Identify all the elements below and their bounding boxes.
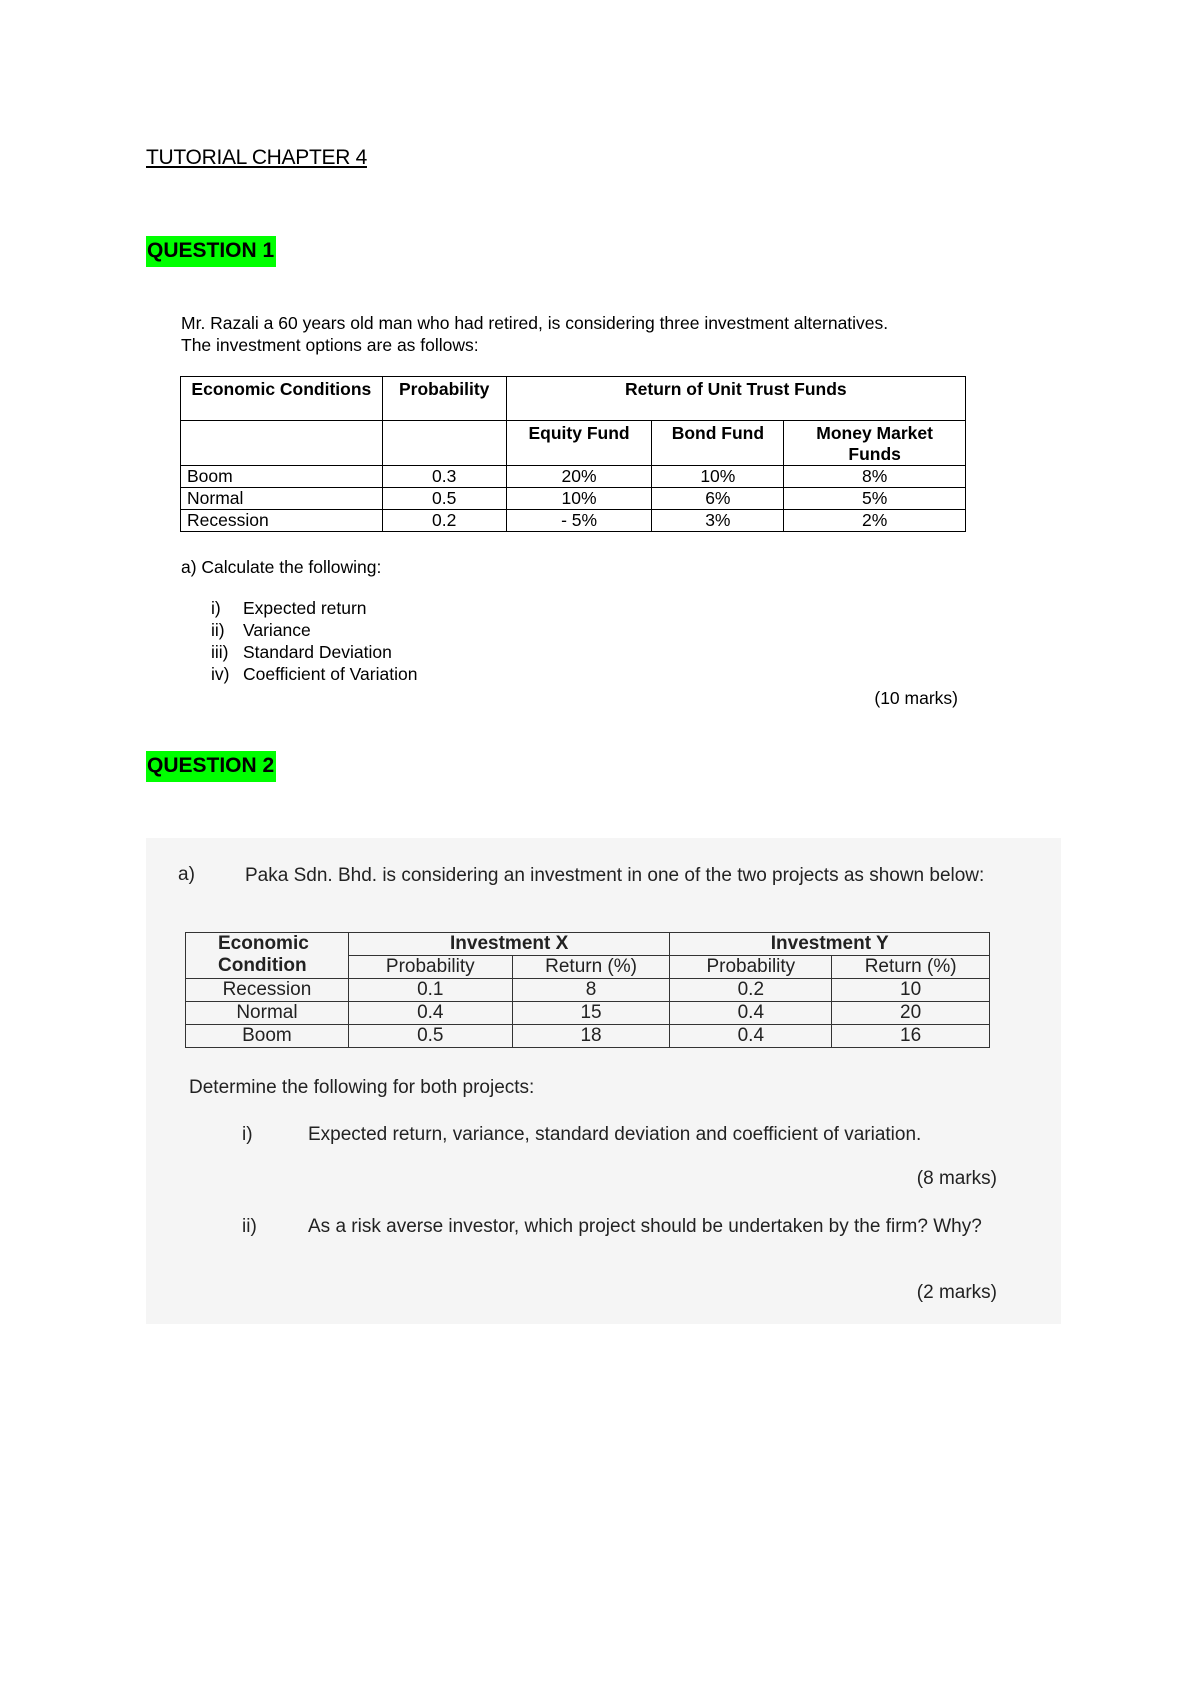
q2-header-condition: Economic Condition bbox=[186, 933, 349, 979]
q2-cell-y-probability: 0.4 bbox=[670, 1002, 832, 1025]
q2-header-y-return: Return (%) bbox=[832, 956, 990, 979]
q1-cell-probability: 0.2 bbox=[382, 510, 506, 532]
q2-header-x-return: Return (%) bbox=[512, 956, 670, 979]
q1-header-money-market: Money Market Funds bbox=[784, 421, 966, 466]
question-2-item-2 bbox=[242, 1215, 997, 1239]
q1-cell-probability: 0.3 bbox=[382, 466, 506, 488]
q1-cell-equity: 20% bbox=[506, 466, 652, 488]
q1-header-condition: Economic Conditions bbox=[181, 377, 383, 421]
item-number: i) bbox=[242, 1124, 253, 1145]
q2-cell-y-probability: 0.2 bbox=[670, 979, 832, 1002]
q2-cell-y-return: 20 bbox=[832, 1002, 990, 1025]
q2-header-y-probability: Probability bbox=[670, 956, 832, 979]
q2-cell-condition: Normal bbox=[186, 1002, 349, 1025]
page-title: TUTORIAL CHAPTER 4 bbox=[146, 146, 367, 169]
item-number: ii) bbox=[211, 620, 225, 640]
q1-header-bond: Bond Fund bbox=[652, 421, 784, 466]
question-2-item-1-marks: (8 marks) bbox=[916, 1168, 997, 1189]
q1-header-return-group: Return of Unit Trust Funds bbox=[506, 377, 965, 421]
q2-header-investment-y: Investment Y bbox=[670, 933, 990, 956]
list-item bbox=[211, 597, 417, 619]
q1-cell-bond: 10% bbox=[652, 466, 784, 488]
q1-header-probability: Probability bbox=[382, 377, 506, 421]
item-number: iv) bbox=[211, 664, 230, 684]
table-row bbox=[181, 466, 966, 488]
q1-cell-condition: Boom bbox=[181, 466, 383, 488]
question-1-intro-line-1: Mr. Razali a 60 years old man who had retired, is considering three investment alternatives. bbox=[181, 313, 889, 333]
q1-cell-money: 5% bbox=[784, 488, 966, 510]
q1-cell-money: 8% bbox=[784, 466, 966, 488]
item-text: As a risk averse investor, which project should be undertaken by the firm? Why? bbox=[308, 1216, 982, 1237]
q2-cell-x-probability: 0.1 bbox=[348, 979, 512, 1002]
q1-header-equity: Equity Fund bbox=[506, 421, 652, 466]
item-text: Coefficient of Variation bbox=[243, 664, 418, 684]
q1-cell-money: 2% bbox=[784, 510, 966, 532]
q2-cell-x-return: 8 bbox=[512, 979, 670, 1002]
question-2-intro: Paka Sdn. Bhd. is considering an investment in one of the two projects as shown below: bbox=[245, 865, 985, 886]
question-1-table bbox=[180, 376, 966, 532]
q2-cell-condition: Recession bbox=[186, 979, 349, 1002]
item-text: Expected return, variance, standard deviation and coefficient of variation. bbox=[308, 1124, 922, 1145]
question-1-marks: (10 marks) bbox=[874, 688, 958, 708]
q1-header-empty bbox=[382, 421, 506, 466]
question-2-table bbox=[185, 932, 990, 1048]
q2-header-investment-x: Investment X bbox=[348, 933, 670, 956]
question-1-item-list bbox=[211, 597, 417, 685]
q1-cell-equity: 10% bbox=[506, 488, 652, 510]
question-2-item-2-marks: (2 marks) bbox=[916, 1282, 997, 1303]
q2-cell-x-return: 15 bbox=[512, 1002, 670, 1025]
item-number: ii) bbox=[242, 1216, 257, 1237]
q2-cell-x-probability: 0.4 bbox=[348, 1002, 512, 1025]
q1-cell-equity: - 5% bbox=[506, 510, 652, 532]
table-row bbox=[186, 1025, 990, 1048]
list-item bbox=[211, 619, 417, 641]
q2-cell-x-return: 18 bbox=[512, 1025, 670, 1048]
q1-cell-probability: 0.5 bbox=[382, 488, 506, 510]
q2-cell-condition: Boom bbox=[186, 1025, 349, 1048]
list-item bbox=[211, 663, 417, 685]
q1-cell-condition: Recession bbox=[181, 510, 383, 532]
question-1-intro bbox=[181, 312, 981, 356]
item-text: Variance bbox=[243, 620, 311, 640]
question-2-heading: QUESTION 2 bbox=[146, 751, 276, 782]
table-row bbox=[181, 510, 966, 532]
item-text: Expected return bbox=[243, 598, 367, 618]
q1-cell-condition: Normal bbox=[181, 488, 383, 510]
q1-cell-bond: 3% bbox=[652, 510, 784, 532]
q1-header-empty bbox=[181, 421, 383, 466]
table-row bbox=[186, 1002, 990, 1025]
question-1-heading: QUESTION 1 bbox=[146, 236, 276, 267]
q1-cell-bond: 6% bbox=[652, 488, 784, 510]
q2-cell-y-return: 10 bbox=[832, 979, 990, 1002]
question-1-part-a: a) Calculate the following: bbox=[181, 557, 382, 577]
question-1-intro-line-2: The investment options are as follows: bbox=[181, 335, 479, 355]
q2-cell-x-probability: 0.5 bbox=[348, 1025, 512, 1048]
item-number: iii) bbox=[211, 642, 229, 662]
list-item bbox=[211, 641, 417, 663]
question-2-determine: Determine the following for both projects: bbox=[189, 1077, 535, 1098]
item-text: Standard Deviation bbox=[243, 642, 392, 662]
table-row bbox=[186, 979, 990, 1002]
q2-cell-y-return: 16 bbox=[832, 1025, 990, 1048]
table-row bbox=[181, 488, 966, 510]
q2-header-x-probability: Probability bbox=[348, 956, 512, 979]
q2-cell-y-probability: 0.4 bbox=[670, 1025, 832, 1048]
item-number: i) bbox=[211, 598, 221, 618]
question-2-part-label: a) bbox=[178, 864, 195, 885]
question-2-item-1 bbox=[242, 1123, 997, 1147]
